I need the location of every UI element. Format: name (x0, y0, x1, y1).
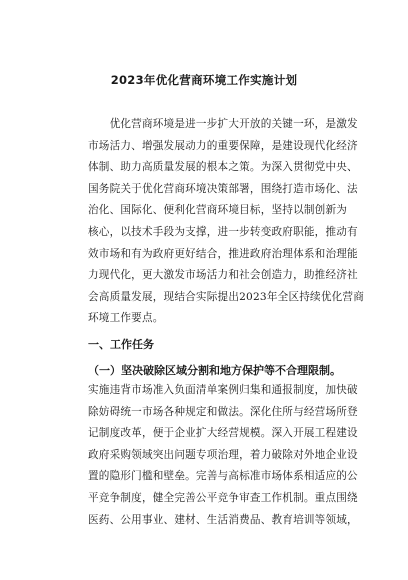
paragraph-line: 平竞争制度，健全完善公平竞争审查工作机制。重点围绕 (88, 491, 358, 504)
paragraph-line: 记制度改革，便于企业扩大经营规模。深入开展工程建设 (88, 427, 358, 440)
section-heading: 一、工作任务 (88, 338, 154, 351)
paragraph-line: 环境工作要点。 (88, 312, 164, 325)
intro-paragraph (88, 114, 365, 330)
paragraph-line: 置的隐形门槛和壁垒。完善与高标准市场体系相适应的公 (88, 470, 358, 483)
task-paragraph (88, 380, 356, 531)
paragraph-line: 国务院关于优化营商环境决策部署，围绕打造市场化、法 (88, 182, 358, 195)
paragraph-line: 优化营商环境是进一步扩大开放的关键一环，是激发 (88, 118, 358, 130)
paragraph-line: 效市场和有为政府更好结合，推进政府治理体系和治理能 (88, 247, 358, 260)
paragraph-line: 除妨碍统一市场各种规定和做法。深化住所与经营场所登 (88, 405, 358, 418)
paragraph-line: 医药、公用事业、建材、生活消费品、教育培训等领域， (88, 513, 358, 526)
paragraph-line: 核心，以技术手段为支撑，进一步转变政府职能，推动有 (88, 225, 358, 238)
document-title: 2023年优化营商环境工作实施计划 (110, 73, 298, 87)
paragraph-line: 体制、助力高质量发展的根本之策。为深入贯彻党中央、 (88, 161, 358, 174)
subsection-heading: （一）坚决破除区域分割和地方保护等不合理限制。 (88, 364, 341, 377)
paragraph-line: 市场活力、增强发展动力的重要保障，是建设现代化经济 (88, 139, 358, 152)
paragraph-line: 治化、国际化、便利化营商环境目标，坚持以制创新为 (88, 204, 348, 217)
paragraph-line: 力现代化，更大激发市场活力和社会创造力，助推经济社 (88, 269, 358, 282)
paragraph-line: 会高质量发展，现结合实际提出2023年全区持续优化营商 (88, 290, 365, 303)
paragraph-line: 实施违背市场准入负面清单案例归集和通报制度，加快破 (88, 384, 358, 396)
paragraph-line: 政府采购领域突出问题专项治理，着力破除对外地企业设 (88, 448, 358, 461)
